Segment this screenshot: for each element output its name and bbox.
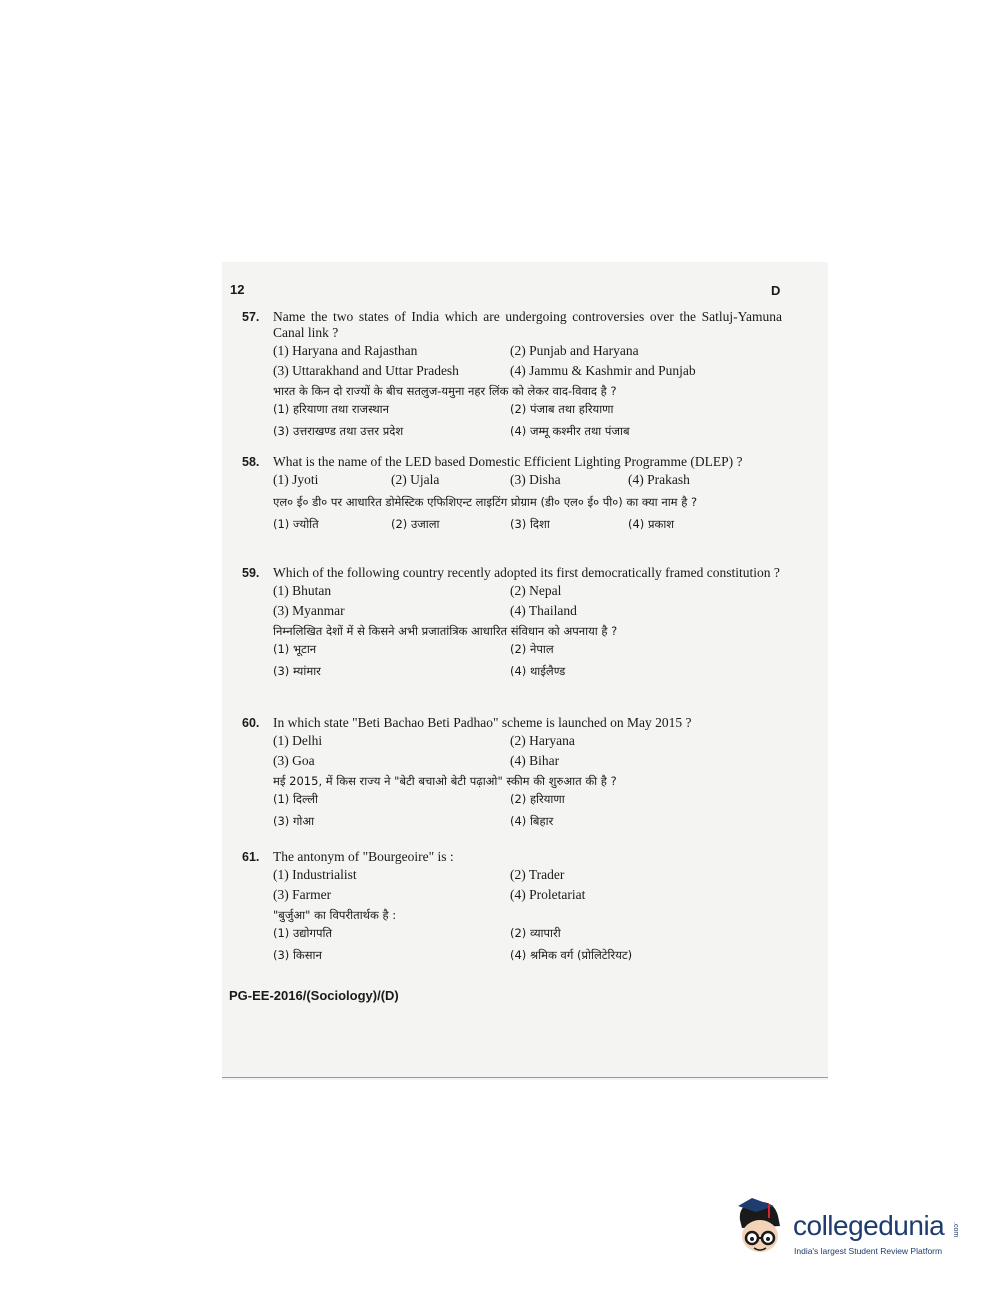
option: (1) Bhutan [273,583,332,598]
option-hindi: (2) व्यापारी [510,926,561,940]
option-hindi: (3) किसान [273,948,322,962]
options-row-hindi [273,923,782,945]
logo-tagline: India's largest Student Review Platform [794,1246,943,1256]
option-hindi: (1) दिल्ली [273,792,318,806]
option: (4) Thailand [510,603,577,618]
option: (2) Nepal [510,583,562,598]
option: (3) Disha [510,472,561,487]
options-row-hindi [273,661,782,683]
option-hindi: (3) गोआ [273,814,315,828]
question-text: What is the name of the LED based Domestic Efficient Lighting Programme (DLEP) ? [273,454,743,469]
option-hindi: (1) ज्योति [273,517,319,531]
option: (1) Jyoti [273,472,319,487]
option-hindi: (2) उजाला [391,517,440,531]
option-hindi: (1) उद्योगपति [273,926,333,940]
options-row-hindi [273,945,782,967]
option-hindi: (2) पंजाब तथा हरियाणा [510,402,614,416]
options-row [273,885,782,905]
option-hindi: (4) प्रकाश [628,517,675,531]
option-hindi: (4) बिहार [510,814,554,828]
option-hindi: (3) उत्तराखण्ड तथा उत्तर प्रदेश [273,424,404,438]
options-row [273,731,782,751]
option: (2) Ujala [391,472,440,487]
option: (3) Uttarakhand and Uttar Pradesh [273,363,459,378]
question-text: In which state "Beti Bachao Beti Padhao" scheme is launched on May 2015 ? [273,715,692,730]
option: (2) Trader [510,867,565,882]
options-row [273,361,782,381]
question-text-hindi: "बुर्जुआ" का विपरीतार्थक है : [273,908,397,922]
options-row-hindi [273,811,782,833]
options-row [273,470,782,490]
option: (3) Farmer [273,887,332,902]
question-text-hindi: भारत के किन दो राज्यों के बीच सतलुज-यमुना नहर लिंक को लेकर वाद-विवाद है ? [273,384,617,398]
question-number: 57. [242,310,260,324]
question-60 [242,715,782,833]
question-text-hindi: निम्नलिखित देशों में से किसने अभी प्रजातांत्रिक आधारित संविधान को अपनाया है ? [273,624,618,638]
logo-wordmark: collegedunia [793,1210,945,1241]
option: (1) Delhi [273,733,323,748]
option: (1) Industrialist [273,867,357,882]
question-text: The antonym of "Bourgeoire" is : [273,849,454,864]
logo-suffix: .com [952,1222,959,1238]
option-hindi: (3) म्यांमार [273,664,321,678]
question-57 [242,309,782,443]
option: (4) Jammu & Kashmir and Punjab [510,363,696,378]
option-hindi: (4) जम्मू कश्मीर तथा पंजाब [510,424,630,438]
option: (3) Myanmar [273,603,345,618]
option-hindi: (2) नेपाल [510,642,554,656]
options-row-hindi [273,421,782,443]
option-hindi: (1) भूटान [273,642,317,656]
question-number: 58. [242,455,260,469]
options-row [273,341,782,361]
option: (4) Proletariat [510,887,586,902]
option: (2) Haryana [510,733,575,748]
options-row [273,601,782,621]
option: (2) Punjab and Haryana [510,343,639,358]
options-row-hindi [273,514,782,536]
options-row [273,865,782,885]
paper-code: PG-EE-2016/(Sociology)/(D) [229,988,399,1003]
options-row [273,581,782,601]
option-hindi: (2) हरियाणा [510,792,565,806]
set-code: D [771,283,781,298]
options-row [273,751,782,771]
question-number: 59. [242,566,260,580]
options-row-hindi [273,399,782,421]
option: (4) Bihar [510,753,560,768]
option-hindi: (3) दिशा [510,517,550,531]
option: (1) Haryana and Rajasthan [273,343,418,358]
collegedunia-logo[interactable] [734,1196,964,1266]
option: (3) Goa [273,753,315,768]
question-text: Which of the following country recently adopted its first democratically framed constitution ? [273,565,780,580]
question-text-hindi: एल० ई० डी० पर आधारित डोमेस्टिक एफिशिएन्ट लाइटिंग प्रोग्राम (डी० एल० ई० पी०) का क्या नाम है ? [273,495,698,509]
option: (4) Prakash [628,472,690,487]
question-59 [242,565,782,683]
options-row-hindi [273,789,782,811]
option-hindi: (1) हरियाणा तथा राजस्थान [273,402,390,416]
question-number: 60. [242,716,260,730]
question-61 [242,849,782,967]
option-hindi: (4) थाईलैण्ड [510,664,566,678]
question-text: Name the two states of India which are undergoing controversies over the Satluj-Yamuna Canal link ? [273,309,782,340]
question-text-hindi: मई 2015, में किस राज्य ने "बेटी बचाओ बेटी पढ़ाओ" स्कीम की शुरुआत की है ? [273,774,617,788]
option-hindi: (4) श्रमिक वर्ग (प्रोलिटेरियट) [510,948,633,962]
options-row-hindi [273,639,782,661]
mascot-icon [734,1196,792,1266]
page-bottom-rule [222,1077,828,1078]
question-number: 61. [242,850,260,864]
page-number: 12 [230,282,245,297]
question-58 [242,454,782,536]
